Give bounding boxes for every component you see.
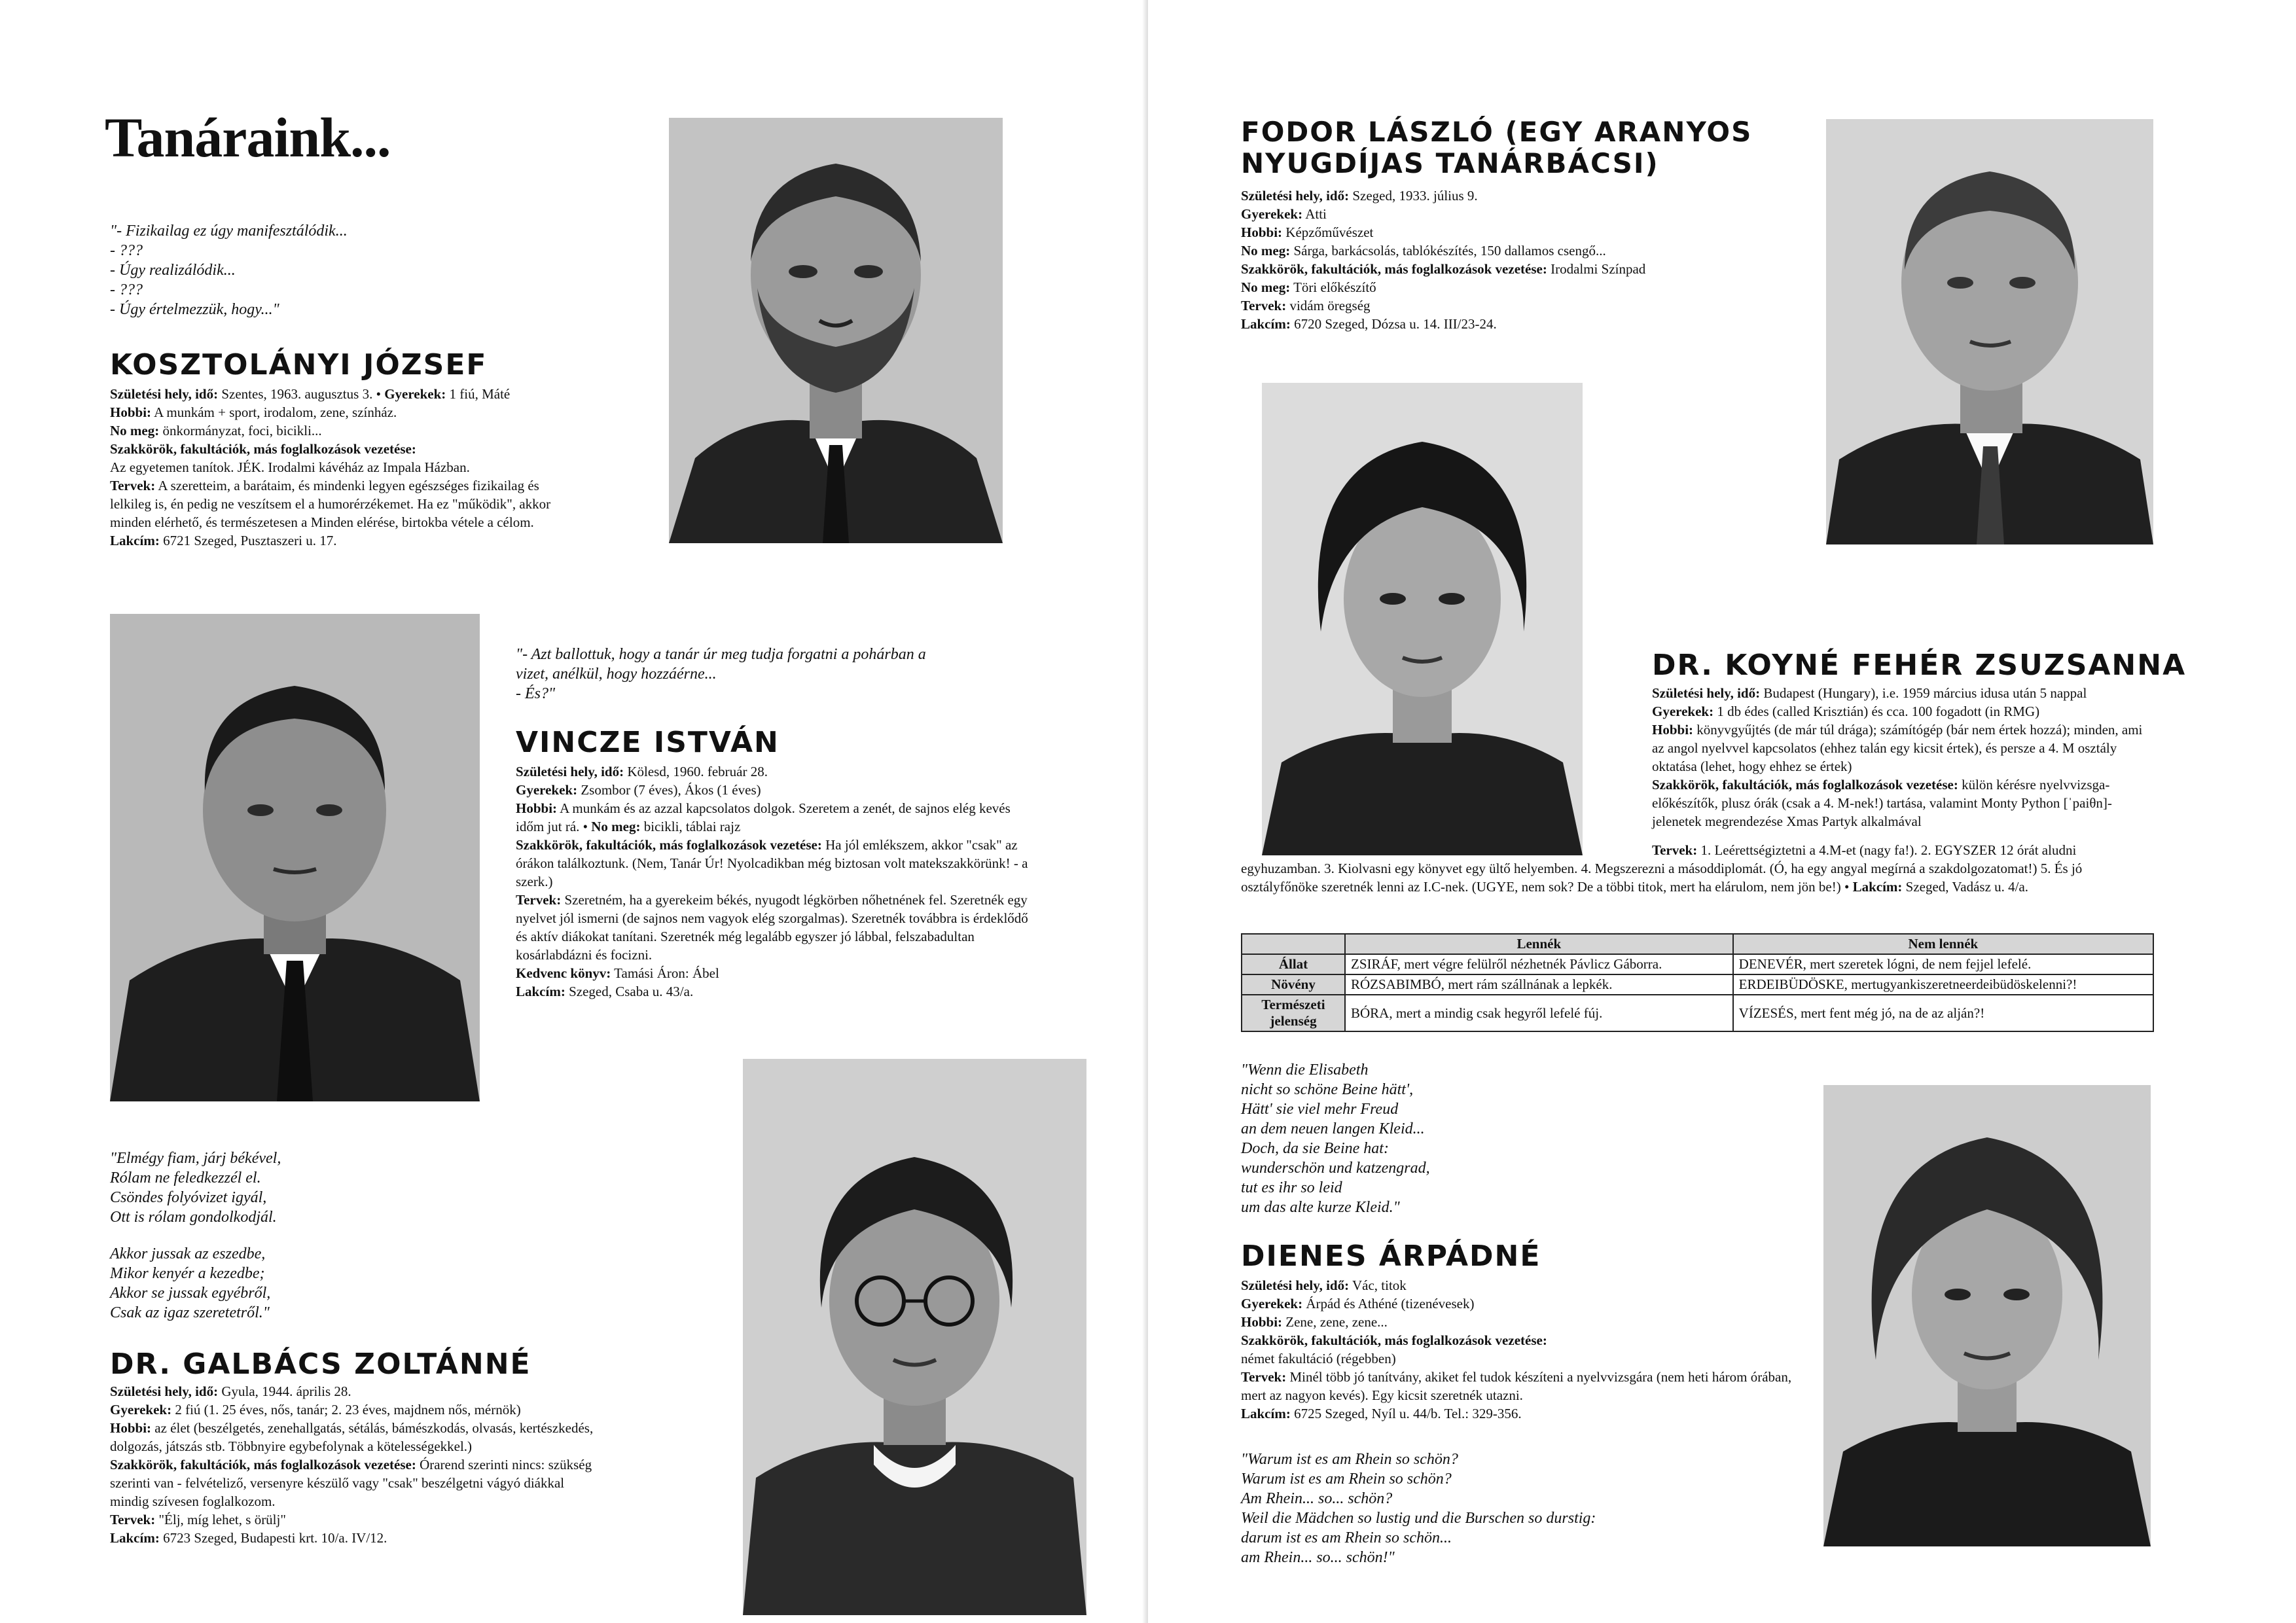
bio-fodor: Születési hely, idő: Szeged, 1933. július 9. Gyerekek: Atti Hobbi: Képzőművészet No meg: Sárga, barkácsolás, tablókészítés, 150 dallamos csengő... Szakkörök, fakultációk, más foglalkozások vezetése: Irodalmi Színpad No meg: Töri előkészítő Tervek: vidám öregség Lakcím: 6720 Szeged, Dózsa u. 14. III/23-24. bbox=[1241, 188, 1646, 332]
table-cell: VÍZESÉS, mert fent még jó, na de az alján?! bbox=[1733, 995, 2153, 1031]
teacher-name-koyne: DR. KOYNÉ FEHÉR ZSUZSANNA bbox=[1652, 649, 2187, 682]
teacher-name-dienes: DIENES ÁRPÁDNÉ bbox=[1241, 1240, 1541, 1273]
table-cell: ZSIRÁF, mert végre felülről nézhetnék Pávlicz Gáborra. bbox=[1345, 954, 1733, 974]
table-cell: RÓZSABIMBÓ, mert rám szállnának a lepkék. bbox=[1345, 974, 1733, 995]
photo-vincze bbox=[110, 614, 480, 1101]
table-row bbox=[1242, 995, 2153, 1031]
photo-dienes bbox=[1823, 1085, 2151, 1546]
teacher-name-vincze: VINCZE ISTVÁN bbox=[516, 726, 780, 759]
teacher-name-fodor bbox=[1241, 116, 1752, 180]
name-line: NYUGDÍJAS TANÁRBÁCSI) bbox=[1241, 147, 1659, 180]
photo-kosztolanyi bbox=[669, 118, 1003, 543]
table-row-head: Természeti jelenség bbox=[1242, 995, 1345, 1031]
poem-rhein: "Warum ist es am Rhein so schön? Warum ist es am Rhein so schön? Am Rhein... so... schön? Weil die Mädchen so lustig und die Burschen so durstig: darum ist es am Rhein so schön... am Rhein... so... schön!" bbox=[1241, 1451, 1596, 1566]
table-cell: DENEVÉR, mert szeretek lógni, de nem fejjel lefelé. bbox=[1733, 954, 2153, 974]
photo-galbacs bbox=[743, 1059, 1086, 1615]
quote-glass: "- Azt ballottuk, hogy a tanár úr meg tudja forgatni a pohárban a vizet, anélkül, hogy hozzáérne... - És?" bbox=[516, 646, 926, 702]
bio-kosztolanyi: Születési hely, idő: Szentes, 1963. augusztus 3. • Gyerekek: 1 fiú, Máté Hobbi: A munkám + sport, irodalom, zene, színház. No meg: önkormányzat, foci, bicikli... Szakkörök, fakultációk, más foglalkozások vezetése: Az egyetemen tanítok. JÉK. Irodalmi kávéház az Impala Házban. Tervek: A szeretteim, a barátaim, és mindenki legyen egészséges fizikailag és lelkileg is, én pedig ne veszítsem el a humorérzékemet. Ha ez "működik", akkor minden elérhető, és természetesen a Minden elérése, birtokba vétele a célom. Lakcím: 6721 Szeged, Pusztaszeri u. 17. bbox=[110, 386, 551, 548]
bio-galbacs: Születési hely, idő: Gyula, 1944. április 28. Gyerekek: 2 fiú (1. 25 éves, nős, tanár; 2. 23 éves, majdnem nős, mérnök) Hobbi: az élet (beszélgetés, zenehallgatás, sétálás, bámészkodás, olvasás, kertészkedés, dolgozás, játszás stb. Többnyire egybefolynak a kötelességekkel.) Szakkörök, fakultációk, más foglalkozások vezetése: Órarend szerinti nincs: szükség szerinti van - felvételiző, versenyre készülő vagy "csak" beszélgetni vágyó diákkal mindig szívesen foglalkozom. Tervek: "Élj, míg lehet, s örülj" Lakcím: 6723 Szeged, Budapesti krt. 10/a. IV/12. bbox=[110, 1383, 594, 1546]
teacher-name-kosztolanyi: KOSZTOLÁNYI JÓZSEF bbox=[110, 348, 488, 382]
table-row-head: Növény bbox=[1242, 974, 1345, 995]
table-cell: BÓRA, mert a mindig csak hegyről lefelé fúj. bbox=[1345, 995, 1733, 1031]
quote-physics bbox=[110, 221, 450, 319]
quote-line: - Úgy realizálódik... bbox=[110, 262, 236, 279]
table-header-row bbox=[1242, 934, 2153, 954]
quote-line: - ??? bbox=[110, 242, 143, 259]
would-be-table bbox=[1241, 933, 2154, 1032]
bio-dienes: Születési hely, idő: Vác, titok Gyerekek: Árpád és Athéné (tizenévesek) Hobbi: Zene, zene, zene... Szakkörök, fakultációk, más foglalkozások vezetése: német fakultáció (régebben) Tervek: Minél több jó tanítvány, akiket fel tudok készíteni a nyelvvizsgára (nem heti három órában, mert az nagyon kevés). Egy kicsit szeretnék utazni. Lakcím: 6725 Szeged, Nyíl u. 44/b. Tel.: 329-356. bbox=[1241, 1277, 1792, 1421]
photo-fodor bbox=[1826, 119, 2153, 544]
poem-elisabeth: "Wenn die Elisabeth nicht so schöne Beine hätt', Hätt' sie viel mehr Freud an dem neuen langen Kleid... Doch, da sie Beine hat: wunderschön und katzengrad, tut es ihr so leid um das alte kurze Kleid." bbox=[1241, 1061, 1430, 1216]
bio-vincze: Születési hely, idő: Kölesd, 1960. február 28. Gyerekek: Zsombor (7 éves), Ákos (1 éves) Hobbi: A munkám és az azzal kapcsolatos dolgok. Szeretem a zenét, de sajnos elég kevés időm jut rá. • No meg: bicikli, táblai rajz Szakkörök, fakultációk, más foglalkozások vezetése: Ha jól emlékszem, akkor "csak" az órákon találkoztunk. (Nem, Tanár Úr! Nyolcadikban még biztosan volt matekszakkörünk! - a szerk.) Tervek: Szeretném, ha a gyerekeim békés, nyugodt légkörben nőhetnének fel. Szeretnék egy nyelvet jól ismerni (de sajnos nem vagyok elég szorgalmas). Szeretnék továbbra is érdeklődő és aktív diákokat tanítani. Szeretnék még legalább egyszer jó lábbal, felszabadultan kosárlabdázni és focizni. Kedvenc könyv: Tamási Áron: Ábel Lakcím: Szeged, Csaba u. 43/a. bbox=[516, 764, 1028, 999]
bio-koyne: Születési hely, idő: Budapest (Hungary), i.e. 1959 március idusa után 5 nappal Gyerekek: 1 db édes (called Krisztián) és cca. 100 fogadott (in RMG) Hobbi: könyvgyűjtés (de már túl drága); számítógép (bár nem értek hozzá); minden, ami az angol nyelvvel kapcsolatos (ehhez talán egy kicsit értek), és persze a 4. M osztály oktatása (lehet, hogy ehhez se értek) Szakkörök, fakultációk, más foglalkozások vezetése: külön kérésre nyelvvizsga-előkészítők, plusz órák (csak a 4. M-nek!) tartása, valamint Monty Python [ˈpaiθn]-jelenetek megrendezése Xmas Partyk alkalmával bbox=[1652, 685, 2143, 829]
table-header-cell bbox=[1242, 934, 1345, 954]
right-page bbox=[1148, 0, 2296, 1623]
bio-koyne-plans: Tervek: 1. Leérettségiztetni a 4.M-et (nagy fa!). 2. EGYSZER 12 órát aludni egyhuzamban. 3. Kiolvasni egy könyvet egy ültő helyemben. 4. Megszerezni a másoddiplomát. (Ó, ha egy angyal megírná a szakdolgozatomat!) 5. És jó osztályfőnöke szeretnék lenni az I.C-nek. (UGYE, nem sok? De a többi titok, mert ha elárulom, nem jön be!) • Lakcím: Szeged, Vadász u. 4/a. bbox=[1241, 842, 2083, 895]
name-line: FODOR LÁSZLÓ (EGY ARANYOS bbox=[1241, 116, 1753, 148]
teacher-name-galbacs: DR. GALBÁCS ZOLTÁNNÉ bbox=[110, 1347, 531, 1381]
table-cell: ERDEIBÜDÖSKE, mertugyankiszeretneerdeibüdöskelenni?! bbox=[1733, 974, 2153, 995]
quote-line: "- Fizikailag ez úgy manifesztálódik... bbox=[110, 223, 348, 240]
quote-line: - ??? bbox=[110, 281, 143, 298]
photo-koyne bbox=[1262, 383, 1583, 855]
table-row bbox=[1242, 974, 2153, 995]
table-header-cell: Nem lennék bbox=[1733, 934, 2153, 954]
table-header-cell: Lennék bbox=[1345, 934, 1733, 954]
table-row-head: Állat bbox=[1242, 954, 1345, 974]
table-row bbox=[1242, 954, 2153, 974]
poem-hungarian: "Elmégy fiam, járj békével, Rólam ne feledkezzél el. Csöndes folyóvizet igyál, Ott is rólam gondolkodjál. Akkor jussak az eszedbe, Mikor kenyér a kezedbe; Akkor se jussak egyébről, Csak az igaz szeretetről." bbox=[110, 1150, 281, 1321]
page-title: Tanáraink... bbox=[105, 106, 391, 169]
quote-line: - Úgy értelmezzük, hogy..." bbox=[110, 301, 279, 318]
